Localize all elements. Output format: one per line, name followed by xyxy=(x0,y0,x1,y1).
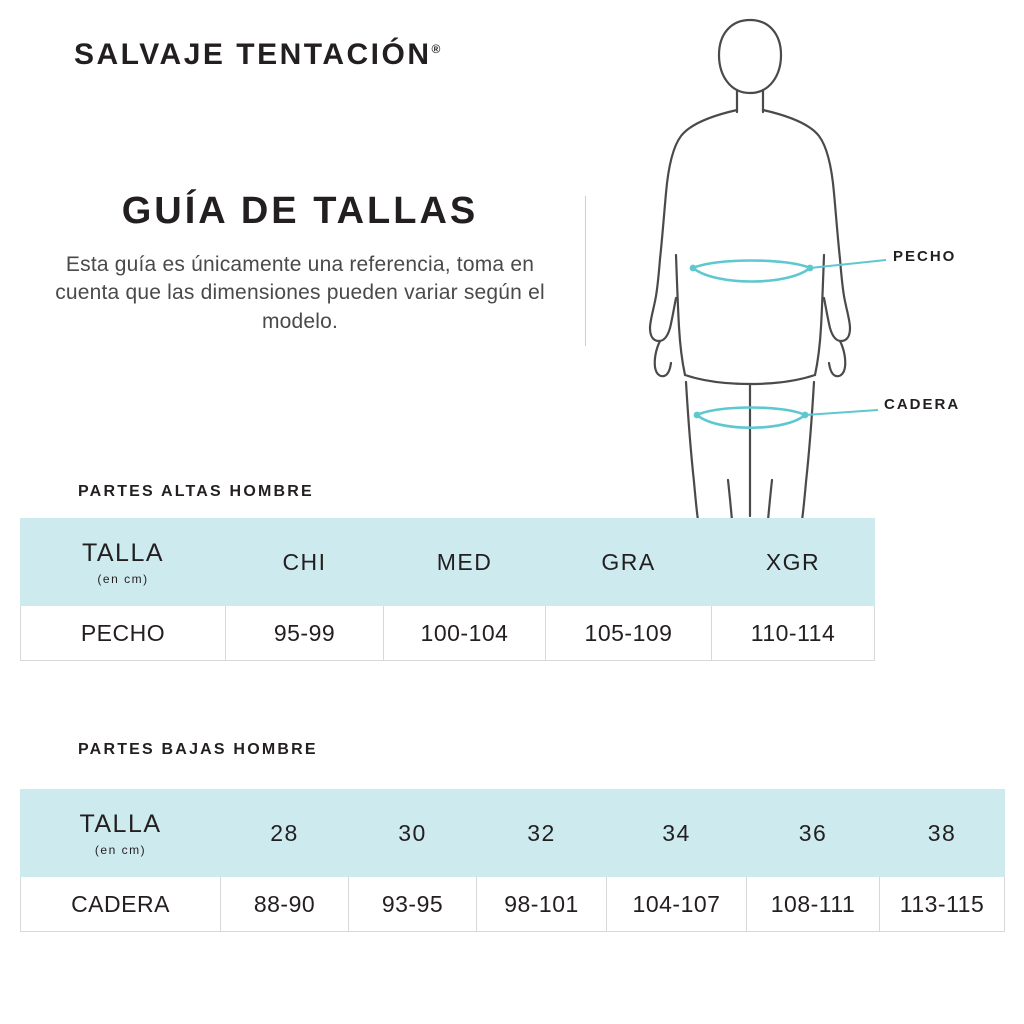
body-figure-illustration xyxy=(600,10,900,520)
intro-description: Esta guía es únicamente una referencia, toma en cuenta que las dimensiones pueden variar según el modelo. xyxy=(55,253,545,333)
band-end-dots xyxy=(690,265,814,419)
header-talla-label: TALLA xyxy=(81,538,165,567)
header-cell-size-32: 32 xyxy=(477,790,607,877)
header-cell-talla-lower xyxy=(21,790,221,877)
header-talla-label-lower: TALLA xyxy=(79,809,162,838)
band-leader-lines xyxy=(805,260,886,415)
header-cell-size-chi: CHI xyxy=(226,519,384,606)
header-cell-size-28: 28 xyxy=(221,790,349,877)
figure-label-chest: PECHO xyxy=(893,248,957,265)
header-cell-size-gra: GRA xyxy=(546,519,712,606)
table-row xyxy=(21,606,875,661)
intro-block xyxy=(40,190,560,336)
header-talla-unit-lower: (en cm) xyxy=(94,842,147,857)
cell-pecho-xgr: 110-114 xyxy=(712,606,875,661)
header-cell-size-med: MED xyxy=(384,519,546,606)
header-talla-unit: (en cm) xyxy=(97,571,149,586)
table-row-header-upper xyxy=(21,519,875,606)
section-title-lower: PARTES BAJAS HOMBRE xyxy=(78,741,318,758)
row-label-cadera: CADERA xyxy=(21,877,221,932)
header-cell-size-34: 34 xyxy=(607,790,747,877)
header-cell-size-30: 30 xyxy=(349,790,477,877)
header-cell-talla xyxy=(21,519,226,606)
row-label-pecho: PECHO xyxy=(21,606,226,661)
brand-logo xyxy=(74,38,440,72)
cell-cadera-30: 93-95 xyxy=(349,877,477,932)
chest-band-front xyxy=(693,268,810,282)
section-title-upper: PARTES ALTAS HOMBRE xyxy=(78,483,314,500)
table-row-header-lower xyxy=(21,790,1005,877)
table-row xyxy=(21,877,1005,932)
brand-name: SALVAJE TENTACIÓN xyxy=(74,38,432,71)
chest-band-back xyxy=(693,261,810,269)
cell-cadera-34: 104-107 xyxy=(607,877,747,932)
cell-pecho-chi: 95-99 xyxy=(226,606,384,661)
page-title: GUÍA DE TALLAS xyxy=(121,190,479,232)
figure-label-hip: CADERA xyxy=(884,396,961,413)
header-cell-size-36: 36 xyxy=(747,790,880,877)
size-table-lower xyxy=(20,789,1005,932)
cell-cadera-38: 113-115 xyxy=(880,877,1005,932)
cell-pecho-med: 100-104 xyxy=(384,606,546,661)
registered-mark: ® xyxy=(431,42,441,56)
cell-cadera-36: 108-111 xyxy=(747,877,880,932)
vertical-divider xyxy=(585,196,586,346)
size-table-upper xyxy=(20,518,875,661)
cell-cadera-32: 98-101 xyxy=(477,877,607,932)
header-cell-size-xgr: XGR xyxy=(712,519,875,606)
cell-pecho-gra: 105-109 xyxy=(546,606,712,661)
male-body-outline-icon xyxy=(600,10,900,520)
cell-cadera-28: 88-90 xyxy=(221,877,349,932)
header-cell-size-38: 38 xyxy=(880,790,1005,877)
